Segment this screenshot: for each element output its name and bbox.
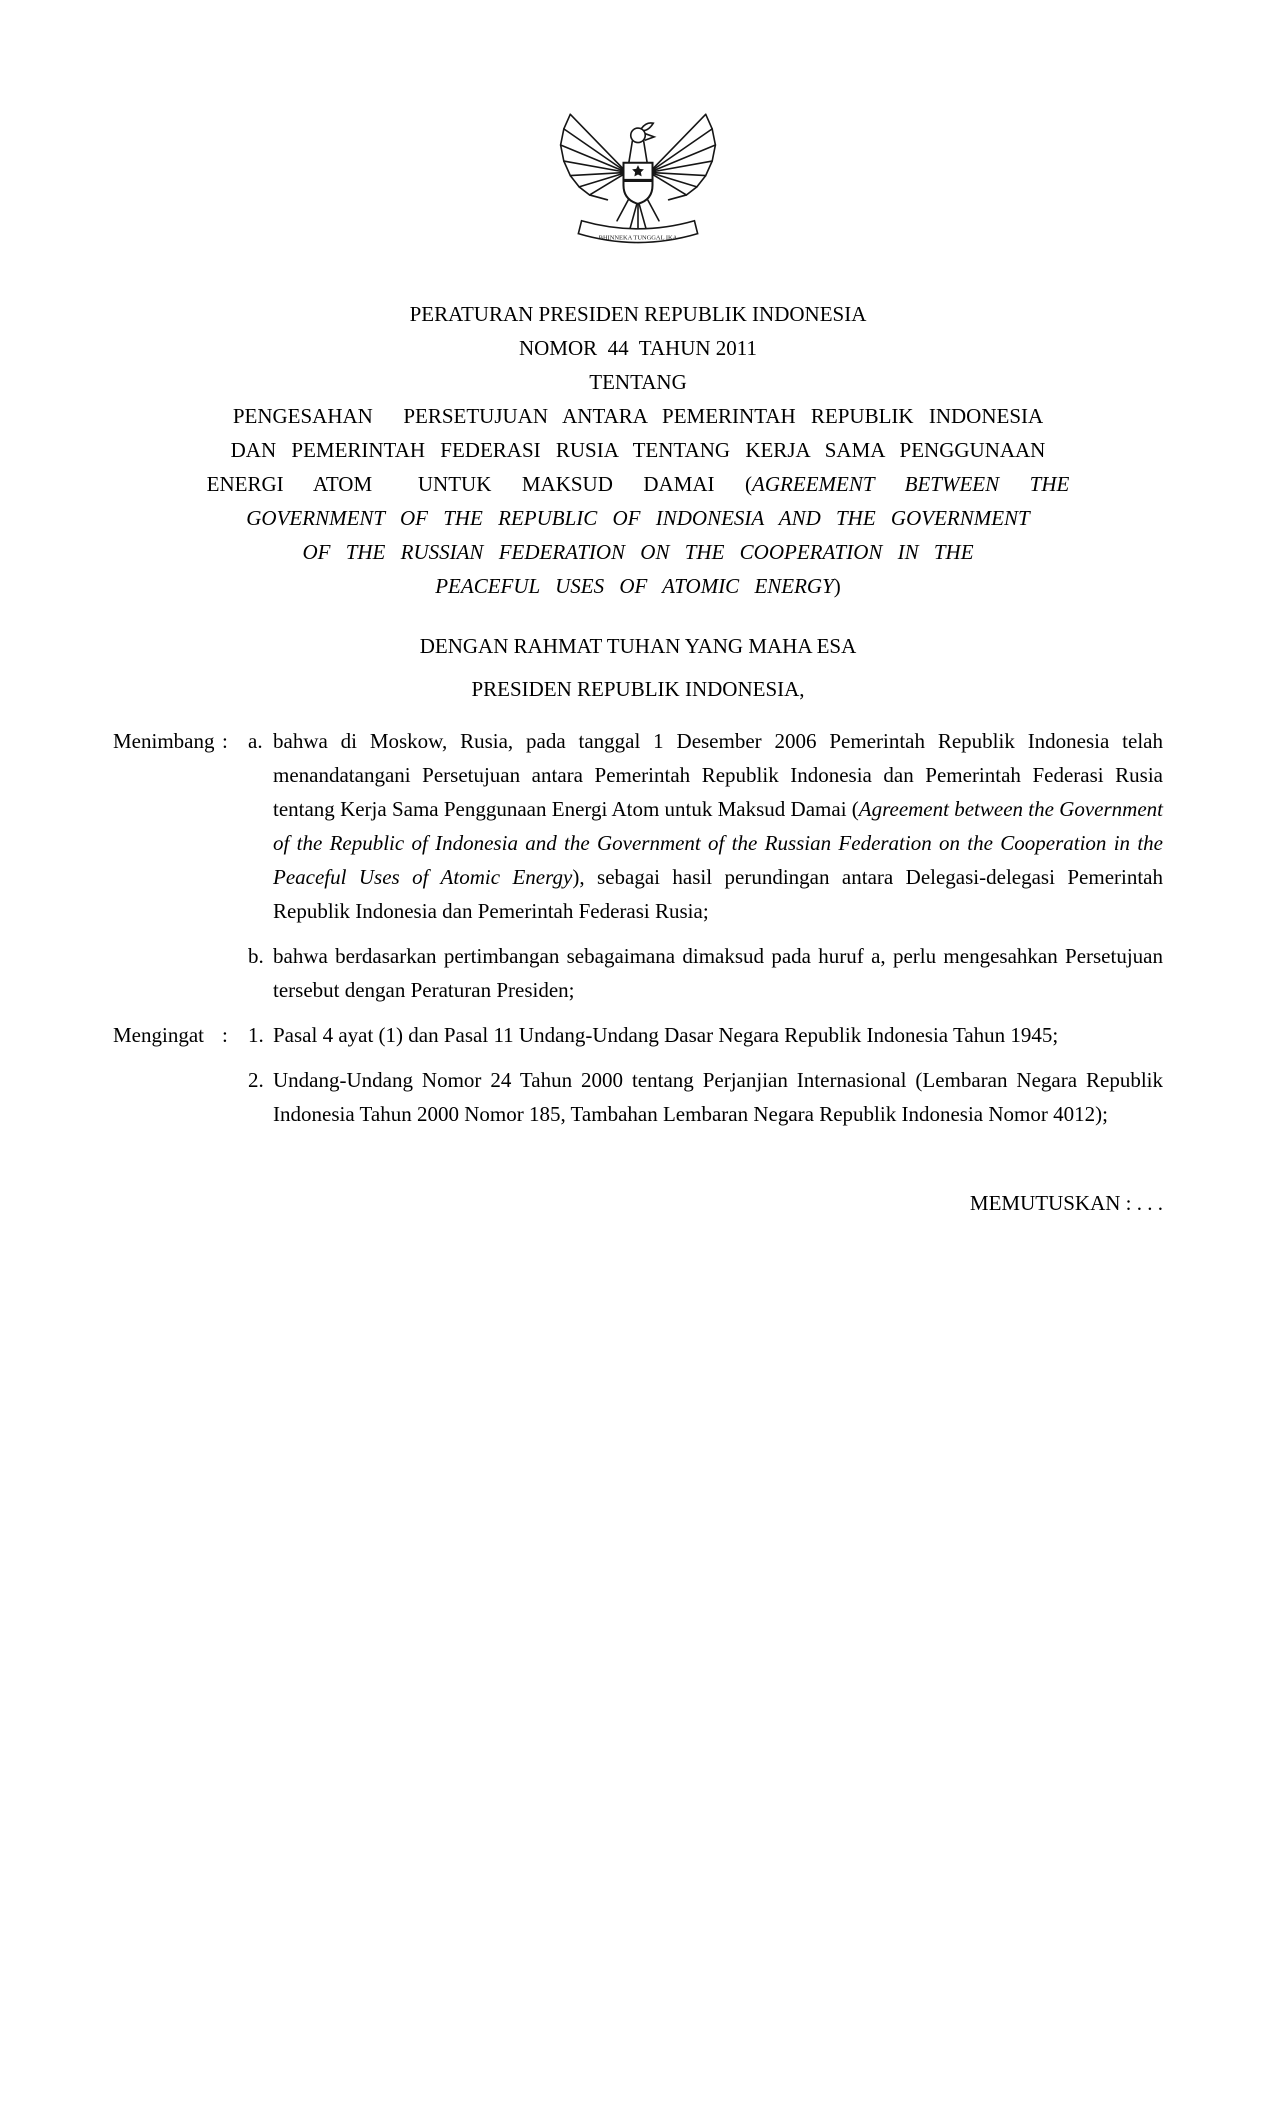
title-line-subject-3-normal-segment: ENERGI ATOM UNTUK MAKSUD DAMAI ( (206, 472, 753, 496)
clauses-section (113, 724, 1163, 1131)
title-line-subject-4: GOVERNMENT OF THE REPUBLIC OF INDONESIA AND THE GOVERNMENT (246, 506, 1030, 530)
mengingat-item-2-marker: 2. (248, 1068, 264, 1092)
title-line-subject-2: DAN PEMERINTAH FEDERASI RUSIA TENTANG KERJA SAMA PENGGUNAAN (230, 438, 1046, 462)
ribbon-motto-text: BHINNEKA TUNGGAL IKA (598, 234, 678, 242)
menimbang-label: Menimbang (113, 729, 215, 753)
menimbang-item-b (113, 939, 1163, 1007)
menimbang-item-a-text-after: ), sebagai hasil perundingan antara Delegasi-delegasi Pemerintah Republik Indonesia dan Pemerintah Federasi Rusia; (273, 865, 1163, 923)
title-line-subject-6-italic-segment: PEACEFUL USES OF ATOMIC ENERGY (435, 574, 834, 598)
mengingat-item-2-colon-spacer (222, 1063, 248, 1131)
mengingat-item-1 (113, 1018, 1163, 1052)
menimbang-item-a-text-italic: Agreement between the Government of the Republic of Indonesia and the Government of the Russian Federation on the Cooperation in the Peaceful Uses of Atomic Energy (273, 797, 1163, 889)
mengingat-item-2-text: Undang-Undang Nomor 24 Tahun 2000 tentang Perjanjian Internasional (Lembaran Negara Republik Indonesia Tahun 2000 Nomor 185, Tambahan Lembaran Negara Republik Indonesia Nomor 4012); (273, 1068, 1163, 1126)
mengingat-item-2 (113, 1063, 1163, 1131)
mengingat-item-1-marker: 1. (248, 1023, 264, 1047)
menimbang-item-a-text (273, 724, 1163, 928)
title-line-subject-3 (113, 467, 1163, 501)
menimbang-item-a-marker: a. (248, 729, 263, 753)
memutuskan-continuation: MEMUTUSKAN : . . . (969, 1191, 1163, 1215)
preamble-president: PRESIDEN REPUBLIK INDONESIA, (471, 677, 805, 701)
garuda-pancasila-emblem (557, 95, 719, 253)
title-line-subject-3-italic-segment: AGREEMENT BETWEEN THE (752, 472, 1070, 496)
menimbang-item-b-text: bahwa berdasarkan pertimbangan sebagaimana dimaksud pada huruf a, perlu mengesahkan Persetujuan tersebut dengan Peraturan Presiden; (273, 944, 1163, 1002)
menimbang-item-b-colon-spacer (222, 939, 248, 1007)
title-line-tentang: TENTANG (589, 370, 687, 394)
menimbang-item-b-marker: b. (248, 944, 264, 968)
title-line-subject-1: PENGESAHAN PERSETUJUAN ANTARA PEMERINTAH REPUBLIK INDONESIA (232, 404, 1044, 428)
title-line-regulation: PERATURAN PRESIDEN REPUBLIK INDONESIA (409, 302, 867, 326)
menimbang-item-a-text-before: bahwa di Moskow, Rusia, pada tanggal 1 Desember 2006 Pemerintah Republik Indonesia telah menandatangani Persetujuan antara Pemerintah Republik Indonesia dan Pemerintah Federasi Rusia tentang Kerja Sama Penggunaan Energi Atom untuk Maksud Damai ( (273, 729, 1163, 821)
title-line-subject-6-close-paren: ) (833, 574, 841, 598)
emblem-container (113, 95, 1163, 259)
mengingat-label: Mengingat (113, 1023, 204, 1047)
menimbang-colon: : (222, 729, 228, 753)
menimbang-item-a (113, 724, 1163, 928)
document-title (113, 297, 1163, 603)
menimbang-item-b-label-spacer (113, 939, 222, 1007)
title-line-subject-6 (113, 569, 1163, 603)
mengingat-item-2-label-spacer (113, 1063, 222, 1131)
mengingat-item-1-text: Pasal 4 ayat (1) dan Pasal 11 Undang-Undang Dasar Negara Republik Indonesia Tahun 1945; (273, 1023, 1059, 1047)
preamble-invocation: DENGAN RAHMAT TUHAN YANG MAHA ESA (419, 634, 857, 658)
mengingat-colon: : (222, 1023, 228, 1047)
title-line-subject-5: OF THE RUSSIAN FEDERATION ON THE COOPERATION IN THE (302, 540, 974, 564)
preamble (113, 629, 1163, 706)
title-line-number: NOMOR 44 TAHUN 2011 (518, 336, 758, 360)
